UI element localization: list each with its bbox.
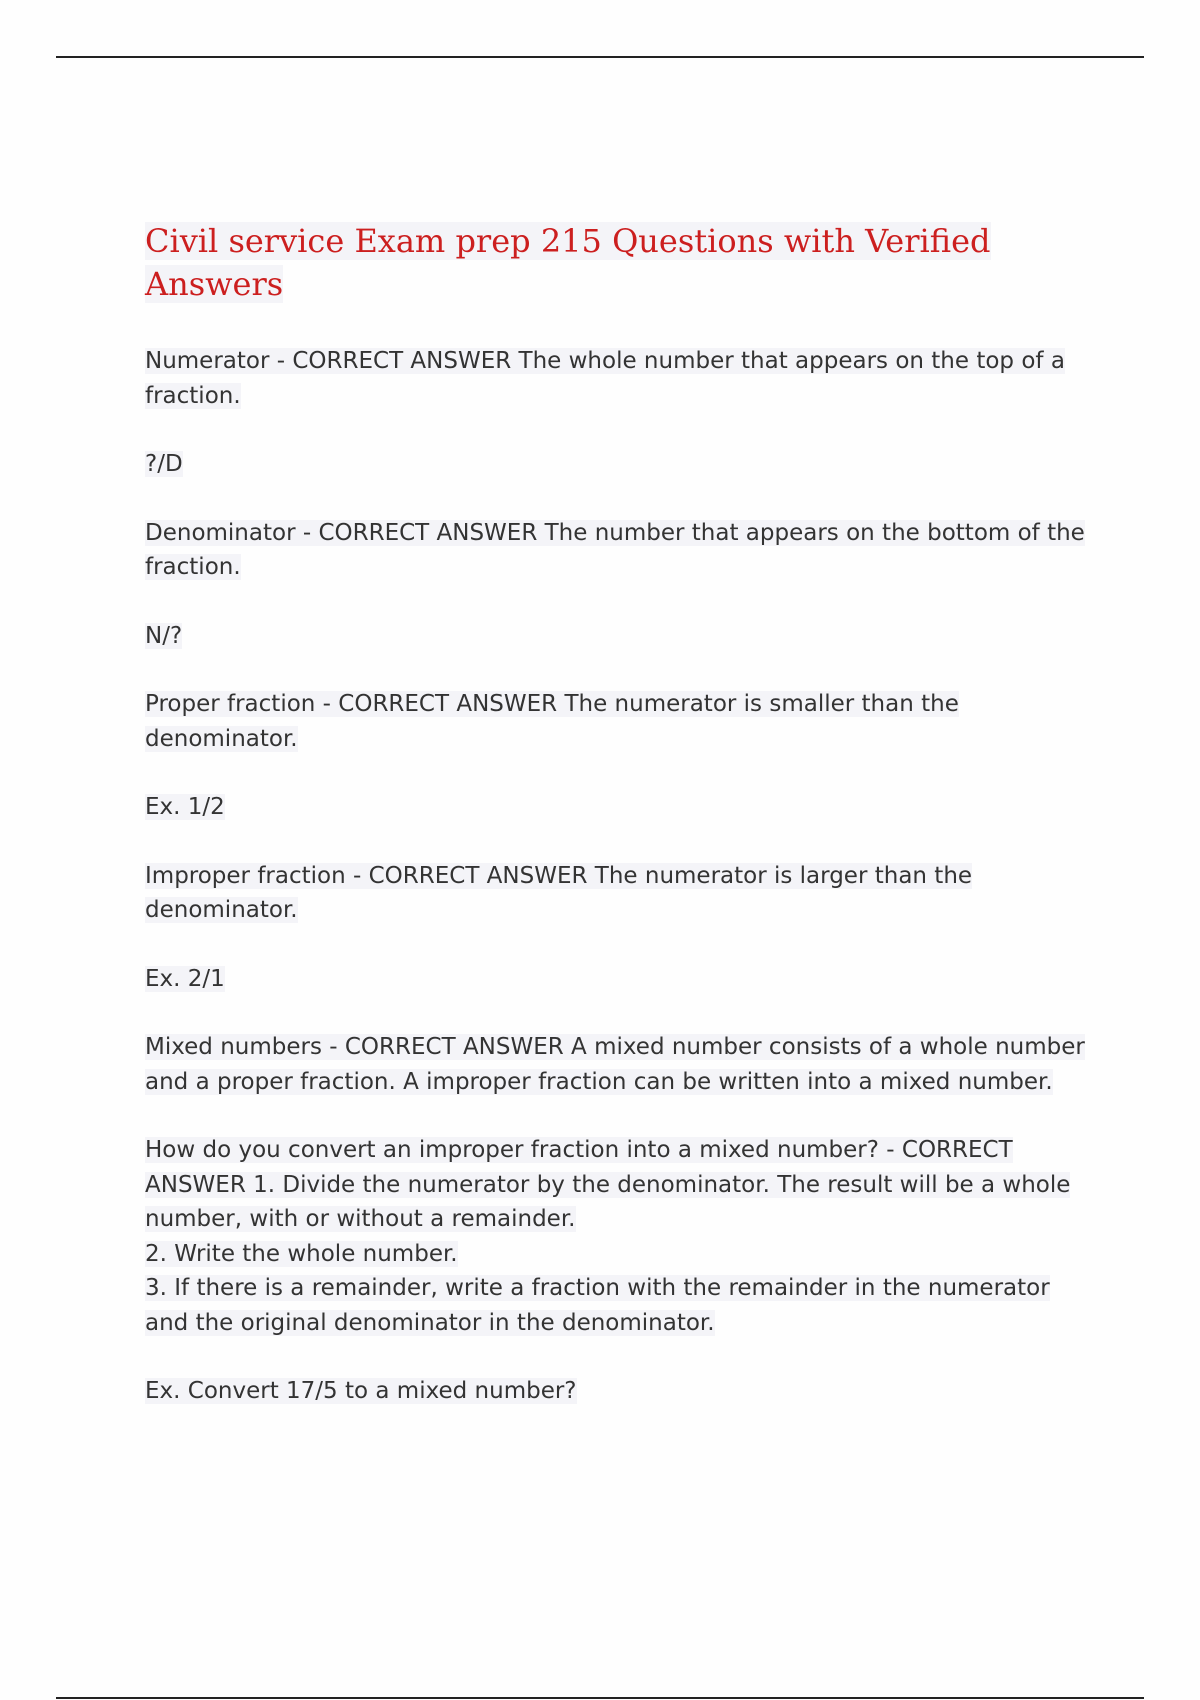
entry-text: Ex. Convert 17/5 to a mixed number? <box>145 1378 577 1404</box>
entry-denominator-notation <box>145 619 1085 654</box>
entry-convert-step-3 <box>145 1271 1085 1340</box>
page-title <box>145 220 1045 306</box>
page-title-text: Civil service Exam prep 215 Questions with Verified Answers <box>145 222 991 303</box>
entry-text: 3. If there is a remainder, write a fraction with the remainder in the numerator and the original denominator in the denominator. <box>145 1275 1050 1336</box>
entry-text: Proper fraction - CORRECT ANSWER The numerator is smaller than the denominator. <box>145 691 959 752</box>
entry-text: Denominator - CORRECT ANSWER The number that appears on the bottom of the fraction. <box>145 519 1085 580</box>
entry-numerator-notation <box>145 447 1085 482</box>
entry-text: Ex. 1/2 <box>145 794 225 820</box>
document-body <box>145 344 1085 1443</box>
entry-mixed-numbers <box>145 1030 1085 1099</box>
entry-improper-fraction-example <box>145 962 1085 997</box>
entry-denominator <box>145 516 1085 585</box>
entry-text: Ex. 2/1 <box>145 965 225 992</box>
entry-text: Numerator - CORRECT ANSWER The whole number that appears on the top of a fraction. <box>145 348 1065 409</box>
entry-text: Mixed numbers - CORRECT ANSWER A mixed number consists of a whole number and a proper fraction. A improper fraction can be written into a mixed number. <box>145 1034 1085 1095</box>
footer-rule <box>56 1697 1144 1699</box>
entry-improper-fraction <box>145 859 1085 928</box>
entry-text: ?/D <box>145 451 183 477</box>
entry-proper-fraction <box>145 687 1085 756</box>
entry-text: Improper fraction - CORRECT ANSWER The numerator is larger than the denominator. <box>145 862 973 923</box>
header-rule <box>56 56 1144 58</box>
entry-convert-example <box>145 1374 1085 1409</box>
entry-convert-question <box>145 1133 1085 1237</box>
entry-text: 2. Write the whole number. <box>145 1240 458 1267</box>
entry-text: N/? <box>145 622 183 649</box>
entry-text: How do you convert an improper fraction into a mixed number? - CORRECT ANSWER 1. Divide the numerator by the denominator. The result will be a whole number, with or without a remainder. <box>145 1137 1071 1232</box>
entry-convert-step-2 <box>145 1237 1085 1272</box>
entry-proper-fraction-example <box>145 790 1085 825</box>
entry-numerator <box>145 344 1085 413</box>
